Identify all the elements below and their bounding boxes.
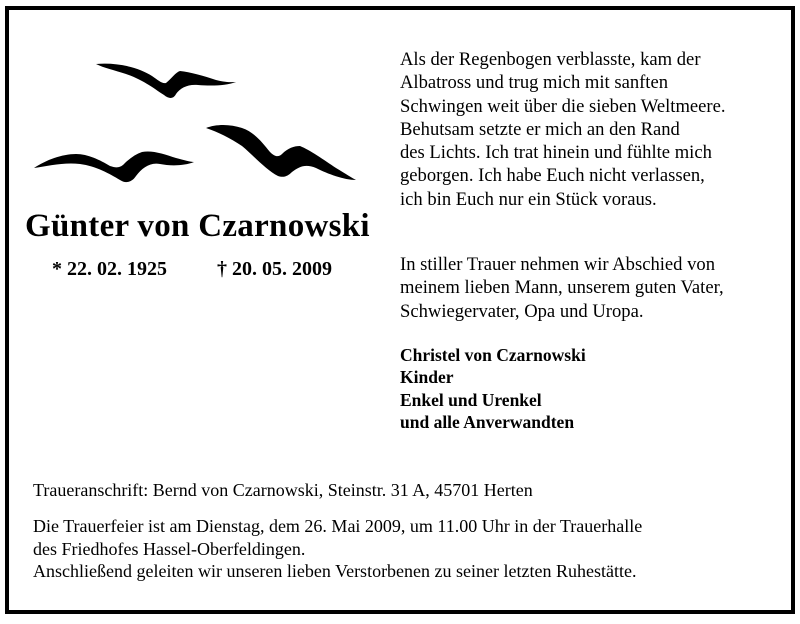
farewell-line: Schwiegervater, Opa und Uropa. xyxy=(400,300,644,322)
bird-icon xyxy=(206,125,356,180)
mourning-address: Traueranschrift: Bernd von Czarnowski, Steinstr. 31 A, 45701 Herten xyxy=(33,480,533,500)
funeral-service-info xyxy=(33,515,642,583)
mourner-entry: und alle Anverwandten xyxy=(400,411,575,432)
birds-illustration xyxy=(30,50,370,200)
poem-line: des Lichts. Ich trat hinein und fühlte mich xyxy=(400,142,712,164)
mourner-entry: Kinder xyxy=(400,367,454,388)
service-line: des Friedhofes Hassel-Oberfeldingen. xyxy=(33,538,306,559)
poem-line: Als der Regenbogen verblasste, kam der xyxy=(400,49,701,70)
life-dates xyxy=(52,258,332,281)
service-line: Die Trauerfeier ist am Dienstag, dem 26. Mai 2009, um 11.00 Uhr in der Trauerhalle xyxy=(33,516,643,536)
poem-line: Behutsam setzte er mich an den Rand xyxy=(400,118,680,140)
mourner-entry: Enkel und Urenkel xyxy=(400,389,542,410)
birth-date: * 22. 02. 1925 xyxy=(52,258,167,280)
poem-line: Albatross und trug mich mit sanften xyxy=(400,72,669,94)
poem-line: ich bin Euch nur ein Stück voraus. xyxy=(400,188,657,210)
bird-icon xyxy=(96,64,236,98)
farewell-line: In stiller Trauer nehmen wir Abschied von xyxy=(400,254,716,275)
farewell-text xyxy=(400,253,780,323)
farewell-line: meinem lieben Mann, unserem guten Vater, xyxy=(400,277,724,299)
mourner-entry: Christel von Czarnowski xyxy=(400,345,586,365)
death-date: † 20. 05. 2009 xyxy=(217,258,332,280)
poem-line: Schwingen weit über die sieben Weltmeere. xyxy=(400,95,726,117)
service-line: Anschließend geleiten wir unseren lieben Verstorbenen zu seiner letzten Ruhestätte. xyxy=(33,561,637,581)
mourners-list xyxy=(400,344,586,433)
deceased-name: Günter von Czarnowski xyxy=(25,208,370,244)
bird-icon xyxy=(34,151,194,182)
poem xyxy=(400,48,780,211)
poem-line: geborgen. Ich habe Euch nicht verlassen, xyxy=(400,165,705,187)
